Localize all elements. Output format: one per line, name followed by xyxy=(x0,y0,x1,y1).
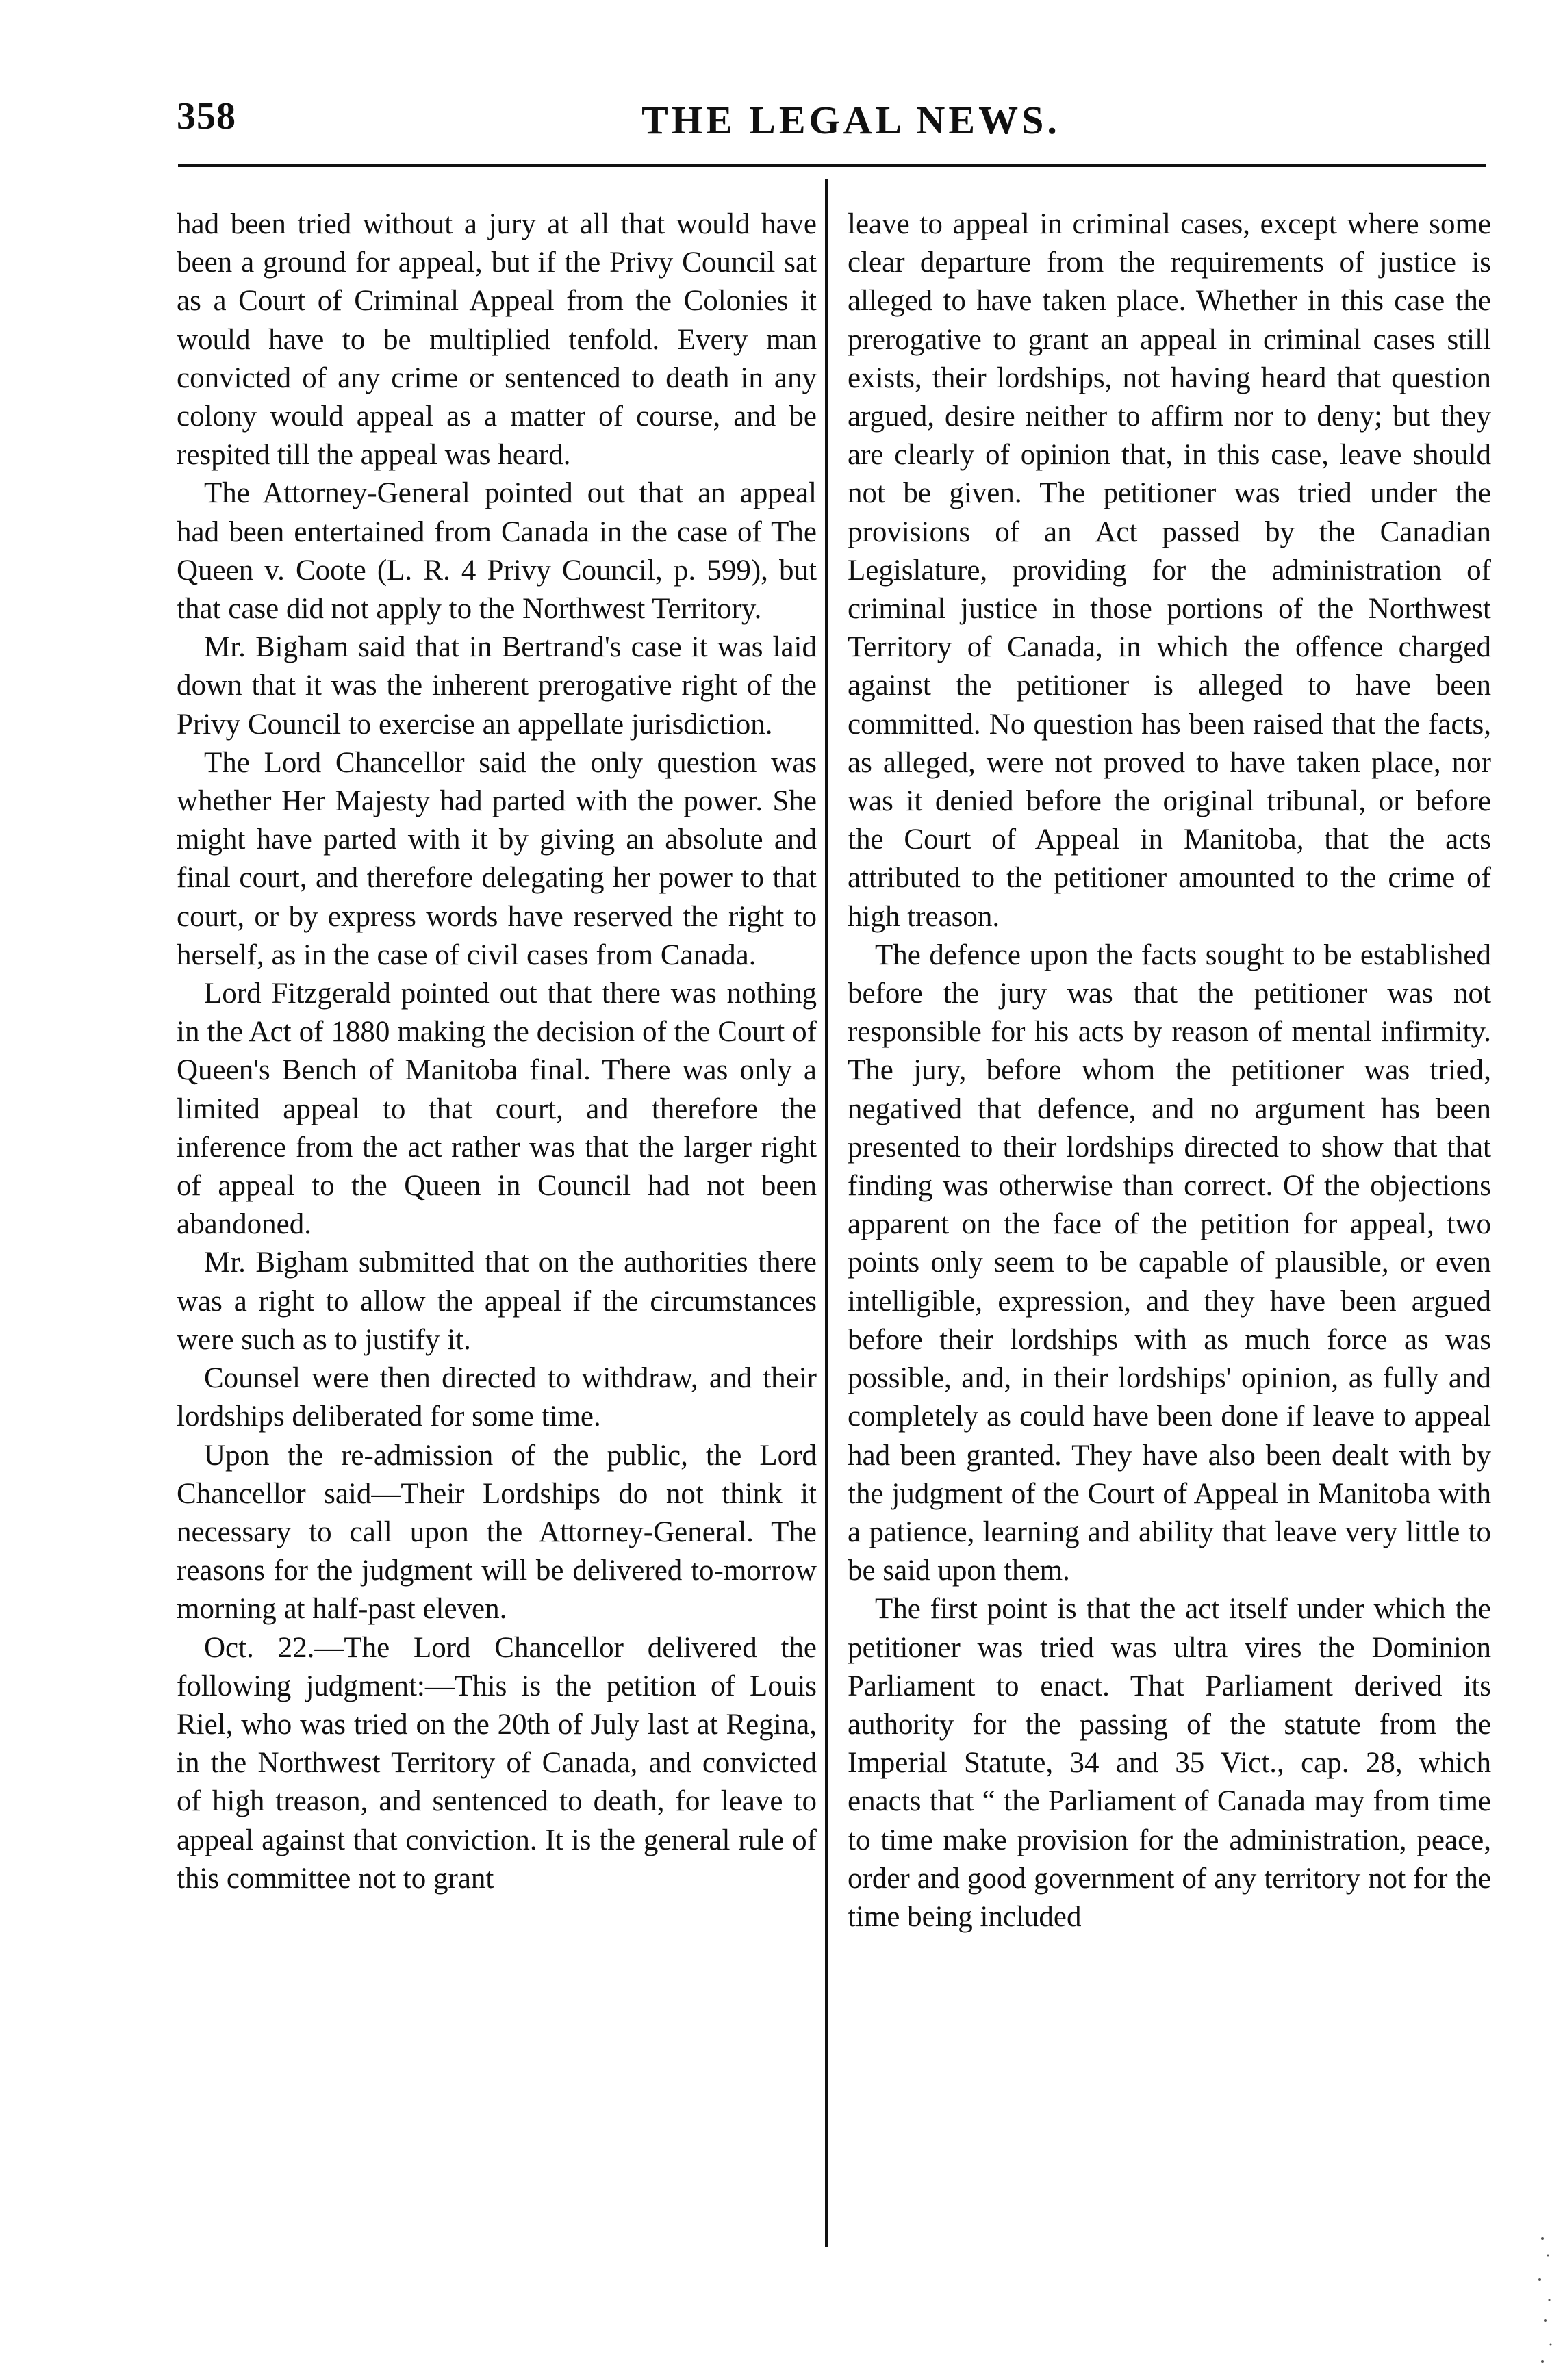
page-header xyxy=(177,77,1498,159)
paragraph: The Lord Chancellor said the only question was whether Her Majesty had parted with the power. She might have parted with it by giving an absolute and final court, and therefore delegating her power to that court, or by express words have reserved the right to herself, as in the case of civil cases from Canada. xyxy=(177,746,817,971)
left-column xyxy=(177,205,817,1898)
page-edge-speckle xyxy=(1515,2225,1556,2375)
page-number: 358 xyxy=(177,95,236,138)
paragraph: Lord Fitzgerald pointed out that there was nothing in the Act of 1880 making the decision of the Court of Queen's Bench of Manitoba final. There was only a limited appeal to that court, and therefore the inference from the act rather was that the larger right of appeal to the Queen in Council had not been abandoned. xyxy=(177,977,817,1241)
paragraph: The defence upon the facts sought to be established before the jury was that the petitioner was not responsible for his acts by reason of mental infirmity. The jury, before whom the petitioner was tried, negatived that defence, and no argument has been presented to their lordships directed to show that that finding was otherwise than correct. Of the objections apparent on the face of the petition for appeal, two points only seem to be capable of plausible, or even intelligible, expression, and they have been argued before their lordships with as much force as was possible, and, in their lordships' opinion, as fully and completely as could have been done if leave to appeal had been granted. They have also been dealt with by the judgment of the Court of Appeal in Manitoba with a patience, learning and ability that leave very little to be said upon them. xyxy=(848,938,1491,1587)
column-divider xyxy=(825,179,828,2247)
paragraph: Counsel were then directed to withdraw, and their lordships deliberated for some time. xyxy=(177,1362,817,1433)
paragraph: The first point is that the act itself under which the petitioner was tried was ultra vires the Dominion Parliament to enact. That Parliament derived its authority for the passing of the statute from the Imperial Statute, 34 and 35 Vict., cap. 28, which enacts that “ the Parliament of Canada may from time to time make provision for the administration, peace, order and good government of any territory not for the time being included xyxy=(848,1593,1491,1933)
paragraph: Upon the re-admission of the public, the Lord Chancellor said—Their Lordships do not think it necessary to call upon the Attorney-General. The reasons for the judgment will be delivered to-morrow morning at half-past eleven. xyxy=(177,1439,817,1626)
right-column xyxy=(848,205,1491,1936)
paragraph: The Attorney-General pointed out that an appeal had been entertained from Canada in the case of The Queen v. Coote (L. R. 4 Privy Council, p. 599), but that case did not apply to the Northwest Territory. xyxy=(177,477,817,626)
journal-title: THE LEGAL NEWS. xyxy=(641,98,1060,142)
header-rule xyxy=(178,164,1486,167)
paragraph: had been tried without a jury at all that would have been a ground for appeal, but if the Privy Council sat as a Court of Criminal Appeal from the Colonies it would have to be multiplied tenfold. Every man convicted of any crime or sentenced to death in any colony would appeal as a matter of course, and be respited till the appeal was heard. xyxy=(177,208,817,472)
paragraph: Mr. Bigham said that in Bertrand's case it was laid down that it was the inherent prerogative right of the Privy Council to exercise an appellate jurisdiction. xyxy=(177,631,817,741)
paragraph: Oct. 22.—The Lord Chancellor delivered the following judgment:—This is the petition of Louis Riel, who was tried on the 20th of July last at Regina, in the Northwest Territory of Canada, and convicted of high treason, and sentenced to death, for leave to appeal against that conviction. It is the general rule of this committee not to grant xyxy=(177,1631,817,1895)
paragraph: Mr. Bigham submitted that on the authorities there was a right to allow the appeal if the circumstances were such as to justify it. xyxy=(177,1246,817,1356)
paragraph: leave to appeal in criminal cases, except where some clear departure from the requirements of justice is alleged to have taken place. Whether in this case the prerogative to grant an appeal in criminal cases still exists, their lordships, not having heard that question argued, desire neither to affirm nor to deny; but they are clearly of opinion that, in this case, leave should not be given. The petitioner was tried under the provisions of an Act passed by the Canadian Legislature, providing for the administration of criminal justice in those portions of the Northwest Territory of Canada, in which the offence charged against the petitioner is alleged to have been committed. No question has been raised that the facts, as alleged, were not proved to have taken place, nor was it denied before the original tribunal, or before the Court of Appeal in Manitoba, that the acts attributed to the petitioner amounted to the crime of high treason. xyxy=(848,208,1491,933)
